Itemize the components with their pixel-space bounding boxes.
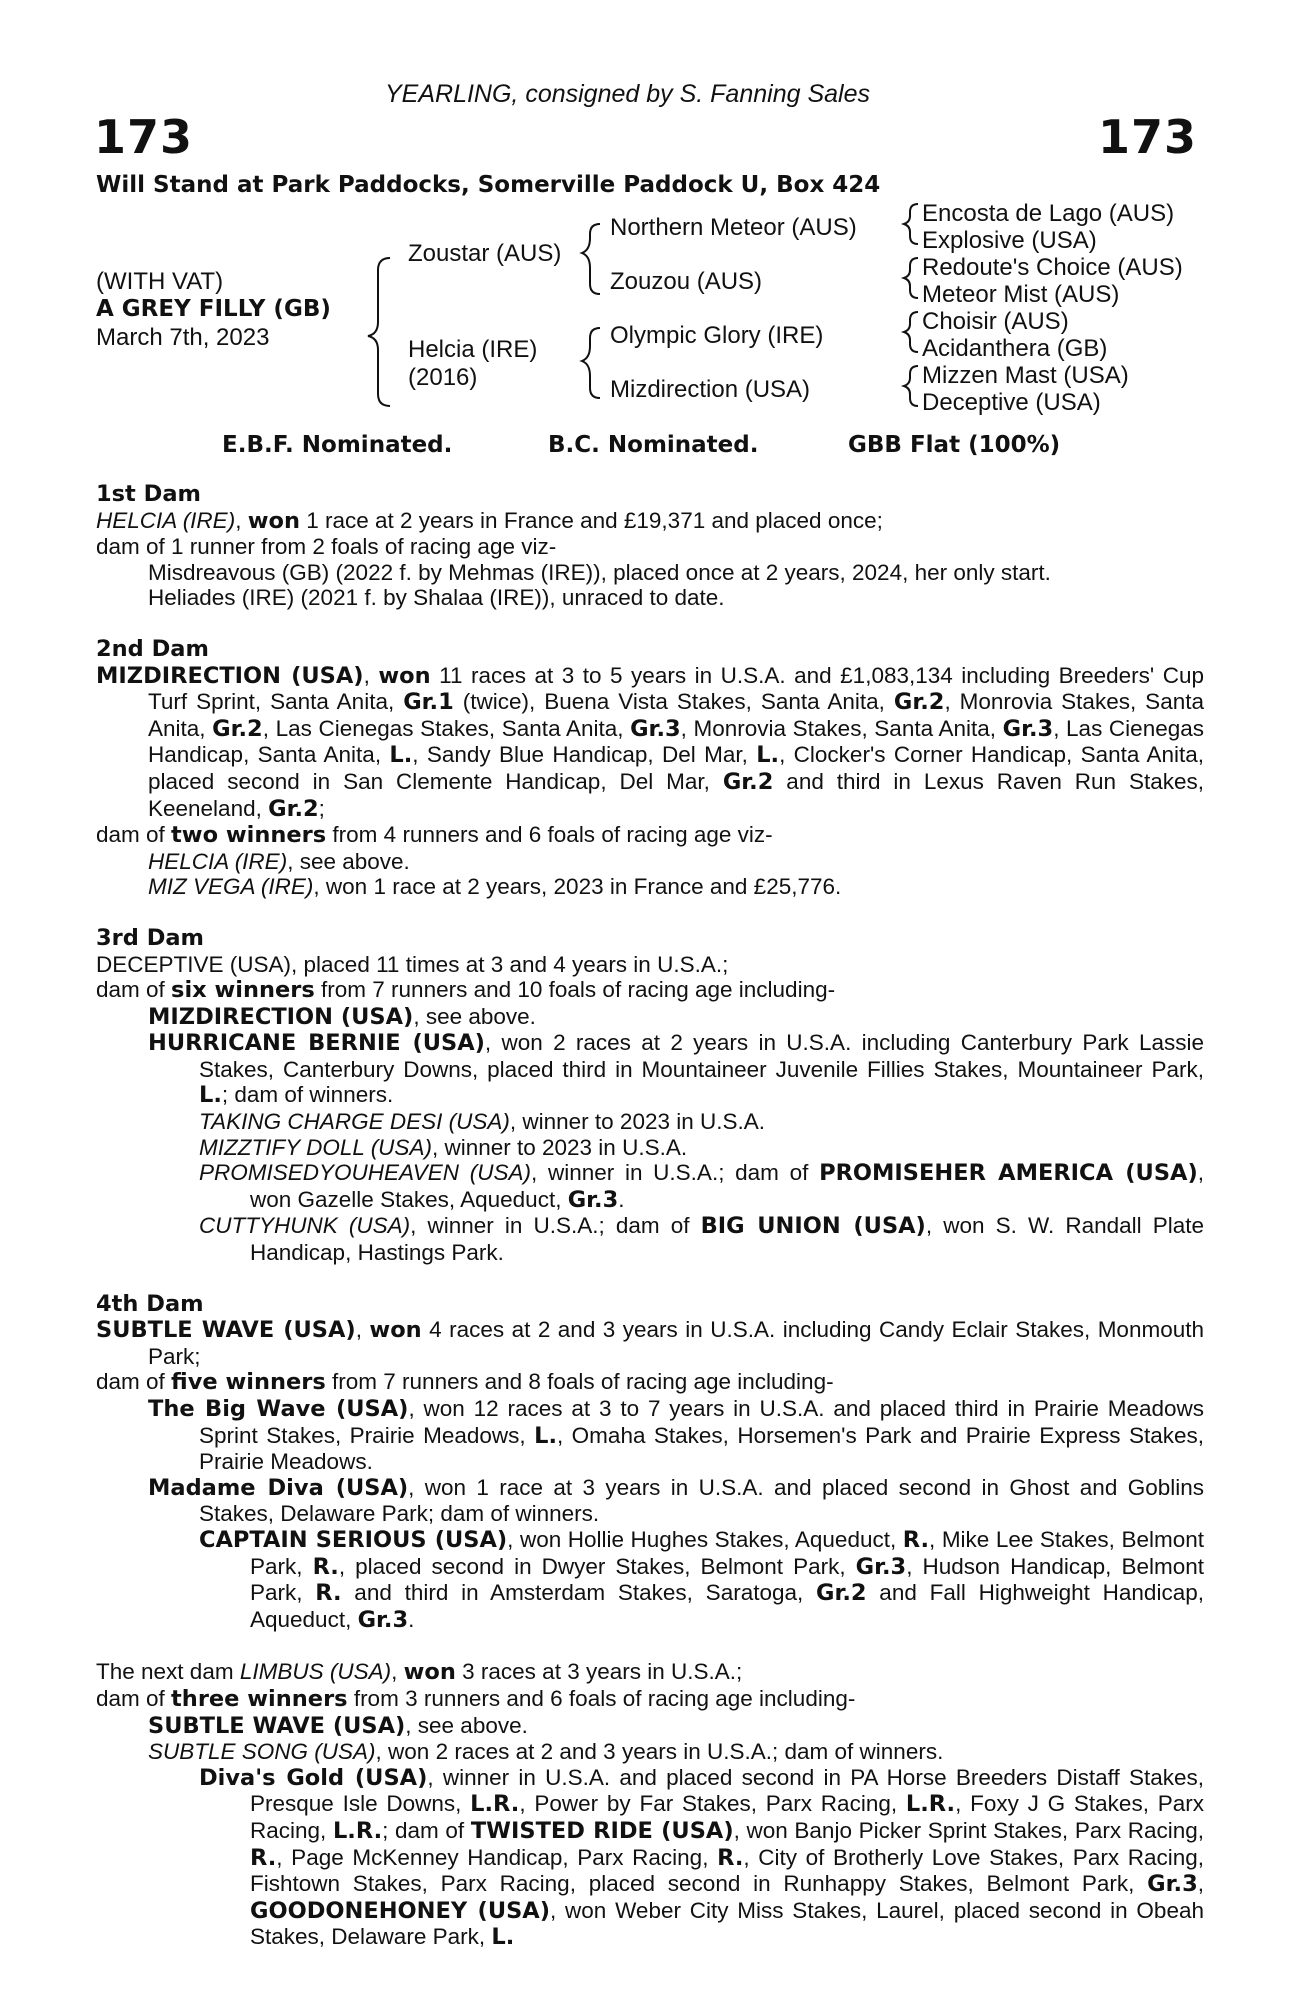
grade: L. bbox=[389, 742, 413, 769]
ssd: Explosive (USA) bbox=[922, 227, 1097, 254]
text: and Fall Highweight Handicap, Aqueduct, bbox=[250, 1580, 1204, 1632]
grandchild-name: MIZZTIFY DOLL (USA) bbox=[199, 1134, 432, 1160]
text: . bbox=[618, 1186, 625, 1212]
text: (twice), Buena Vista Stakes, Santa Anita, bbox=[453, 689, 894, 715]
text: , won Hollie Hughes Stakes, Aqueduct, bbox=[507, 1526, 903, 1552]
grandchild-name: Diva's Gold (USA) bbox=[199, 1764, 428, 1791]
text: , Las Cienegas Stakes, Santa Anita, bbox=[262, 715, 631, 741]
stabling-line: Will Stand at Park Paddocks, Somerville Paddock U, Box 424 bbox=[96, 172, 881, 198]
dss: Choisir (AUS) bbox=[922, 308, 1069, 335]
text: . bbox=[408, 1606, 415, 1632]
text: , bbox=[1197, 1871, 1204, 1897]
fourth-dam-produce bbox=[96, 1369, 1204, 1396]
dam-dam: Mizdirection (USA) bbox=[610, 376, 811, 403]
great-grandchild-name: TWISTED RIDE (USA) bbox=[470, 1817, 734, 1844]
first-dam-record-text: 1 race at 2 years in France and £19,371 and placed once; bbox=[299, 507, 883, 533]
grade: R. bbox=[250, 1844, 277, 1871]
text: from 4 runners and 6 foals of racing age viz- bbox=[326, 822, 773, 848]
dds: Mizzen Mast (USA) bbox=[922, 362, 1129, 389]
third-dam-grandchild-3 bbox=[96, 1160, 1204, 1213]
first-dam-foal-1: Misdreavous (GB) (2022 f. by Mehmas (IRE)), placed once at 2 years, 2024, her only start. bbox=[148, 559, 1051, 585]
fourth-dam-name: SUBTLE WAVE (USA) bbox=[96, 1317, 356, 1344]
grandchild-name: CAPTAIN SERIOUS (USA) bbox=[199, 1526, 508, 1553]
text: , placed second in Dwyer Stakes, Belmont Park, bbox=[338, 1553, 856, 1579]
horse-name: A GREY FILLY (GB) bbox=[96, 296, 331, 322]
third-dam-offspring-2 bbox=[96, 1030, 1204, 1109]
great-grandchild-name: BIG UNION (USA) bbox=[700, 1213, 926, 1240]
fourth-dam-heading: 4th Dam bbox=[96, 1290, 204, 1317]
first-dam-won: won bbox=[247, 507, 300, 534]
text: , won 12 races at 3 to 7 years in U.S.A. and placed third in Prairie Meadows Sprint Stakes, Prairie Meadows, bbox=[199, 1396, 1204, 1448]
great-grandchild-name: PROMISEHER AMERICA (USA) bbox=[819, 1160, 1198, 1187]
text: , Power by Far Stakes, Parx Racing, bbox=[519, 1791, 906, 1817]
text: 4 races at 2 and 3 years in U.S.A. including Candy Eclair Stakes, Monmouth Park; bbox=[148, 1317, 1204, 1369]
sire: Zoustar (AUS) bbox=[408, 240, 562, 267]
grade: Gr.3 bbox=[357, 1606, 409, 1633]
text: , winner in U.S.A.; dam of bbox=[531, 1160, 820, 1186]
text: 11 races at 3 to 5 years in U.S.A. and £1,083,134 including Breeders' Cup Turf Sprint, Santa Anita, bbox=[148, 662, 1204, 715]
text: , see above. bbox=[287, 848, 410, 874]
text: , won 1 race at 3 years in U.S.A. and placed second in Ghost and Goblins Stakes, Delaware Park; dam of winners. bbox=[199, 1474, 1204, 1527]
fourth-dam-offspring-1 bbox=[96, 1396, 1204, 1475]
foal-name: HELCIA (IRE) bbox=[148, 848, 288, 874]
next-dam-offspring-1 bbox=[96, 1713, 1204, 1740]
text: from 3 runners and 6 foals of racing age including- bbox=[347, 1685, 856, 1711]
fourth-dam-record: SUBTLE WAVE (USA), won 4 races at 2 and 3 years in U.S.A. including Candy Eclair Stakes, Monmouth Park; bbox=[96, 1317, 1204, 1369]
third-dam-grandchild-1 bbox=[96, 1109, 1204, 1135]
third-dam-produce bbox=[96, 977, 1204, 1004]
winners-count: three winners bbox=[171, 1685, 348, 1712]
text: , won Banjo Picker Sprint Stakes, Parx Racing, bbox=[733, 1817, 1205, 1843]
grade: L. bbox=[491, 1924, 515, 1951]
fourth-dam-offspring-2 bbox=[96, 1475, 1204, 1527]
second-dam-produce bbox=[96, 822, 1204, 849]
offspring-name: SUBTLE WAVE (USA) bbox=[148, 1712, 406, 1739]
text: , winner in U.S.A. and placed second in PA Horse Breeders Distaff Stakes, Presque Isle Downs, bbox=[250, 1764, 1204, 1817]
text: , won Gazelle Stakes, Aqueduct, bbox=[250, 1160, 1204, 1212]
text: , winner to 2023 in U.S.A. bbox=[509, 1109, 766, 1135]
text: , Hudson Handicap, Belmont Park, bbox=[250, 1553, 1204, 1606]
first-dam-heading: 1st Dam bbox=[96, 481, 201, 507]
first-dam-record: HELCIA (IRE), won 1 race at 2 years in France and £19,371 and placed once; bbox=[96, 507, 883, 534]
won: won bbox=[403, 1659, 456, 1686]
grade: L.R. bbox=[332, 1817, 383, 1844]
text: The next dam bbox=[96, 1659, 240, 1685]
offspring-name: HURRICANE BERNIE (USA) bbox=[148, 1030, 485, 1057]
grade: R. bbox=[717, 1844, 744, 1871]
text: , won 2 races at 2 years in U.S.A. including Canterbury Park Lassie Stakes, Canterbury Downs, placed third in Mountaineer Juvenile Fillies Stakes, Mountaineer Park, bbox=[199, 1030, 1204, 1082]
foal-name: MIZ VEGA (IRE) bbox=[148, 874, 314, 900]
offspring-name: MIZDIRECTION (USA) bbox=[148, 1003, 414, 1030]
next-dam-produce bbox=[96, 1686, 1204, 1713]
third-dam-record: DECEPTIVE (USA), placed 11 times at 3 and 4 years in U.S.A.; bbox=[96, 951, 729, 977]
dam-lines bbox=[96, 482, 1204, 1951]
sdd: Meteor Mist (AUS) bbox=[922, 281, 1120, 308]
next-dam-offspring-2 bbox=[96, 1739, 1204, 1765]
grandchild-name: TAKING CHARGE DESI (USA) bbox=[199, 1109, 510, 1135]
grade: Gr.1 bbox=[403, 689, 454, 716]
grade: Gr.3 bbox=[630, 715, 681, 742]
great-grandchild-name: GOODONEHONEY (USA) bbox=[250, 1897, 550, 1924]
grade: Gr.3 bbox=[1147, 1871, 1198, 1898]
text: dam of bbox=[96, 1685, 172, 1711]
text: ; dam of winners. bbox=[221, 1082, 394, 1108]
vat-note: (WITH VAT) bbox=[96, 268, 224, 295]
text: , see above. bbox=[405, 1712, 528, 1738]
grade: Gr.2 bbox=[722, 768, 774, 795]
text: dam of bbox=[96, 977, 172, 1003]
second-dam-name: MIZDIRECTION (USA) bbox=[96, 662, 364, 689]
text: , Foxy J G Stakes, Parx Racing, bbox=[250, 1791, 1204, 1843]
gbb-status: GBB Flat (100%) bbox=[848, 432, 1061, 458]
grade: R. bbox=[315, 1580, 342, 1607]
won: won bbox=[369, 1317, 422, 1344]
grandchild-name: PROMISEDYOUHEAVEN (USA) bbox=[199, 1160, 532, 1186]
winners-count: two winners bbox=[171, 822, 327, 849]
text: , won 1 race at 2 years, 2023 in France and £25,776. bbox=[313, 874, 842, 900]
text: dam of bbox=[96, 822, 172, 848]
foaling-date: March 7th, 2023 bbox=[96, 324, 270, 351]
text: ; dam of bbox=[382, 1817, 471, 1843]
dsd: Acidanthera (GB) bbox=[922, 335, 1108, 362]
grade: R. bbox=[902, 1526, 930, 1553]
grade: L. bbox=[756, 742, 780, 769]
text: , Mike Lee Stakes, Belmont Park, bbox=[250, 1526, 1204, 1579]
text: , Omaha Stakes, Horsemen's Park and Prairie Express Stakes, Prairie Meadows. bbox=[199, 1422, 1204, 1475]
sds: Redoute's Choice (AUS) bbox=[922, 254, 1183, 281]
grade: Gr.2 bbox=[212, 715, 263, 742]
text: , winner to 2023 in U.S.A. bbox=[431, 1134, 688, 1160]
lot-number-left: 173 bbox=[94, 110, 194, 164]
grade: L.R. bbox=[470, 1791, 520, 1818]
third-dam-offspring-1 bbox=[96, 1004, 1204, 1031]
winners-count: five winners bbox=[171, 1369, 326, 1396]
text: 3 races at 3 years in U.S.A.; bbox=[455, 1659, 743, 1685]
text: , bbox=[391, 1659, 404, 1685]
second-dam-foal-2 bbox=[96, 874, 1204, 900]
text: , City of Brotherly Love Stakes, Parx Racing, Fishtown Stakes, Parx Racing, placed second in Runhappy Stakes, Belmont Park, bbox=[250, 1844, 1204, 1897]
next-dam-grandchild-1 bbox=[96, 1765, 1204, 1951]
text: , Sandy Blue Handicap, Del Mar, bbox=[412, 742, 757, 768]
grade: Gr.2 bbox=[816, 1580, 867, 1607]
text: from 7 runners and 10 foals of racing age including- bbox=[314, 977, 836, 1003]
text: , Las Cienegas Handicap, Santa Anita, bbox=[148, 715, 1204, 768]
sss: Encosta de Lago (AUS) bbox=[922, 200, 1175, 227]
ddd: Deceptive (USA) bbox=[922, 389, 1101, 416]
text: , won 2 races at 2 and 3 years in U.S.A.; dam of winners. bbox=[375, 1739, 944, 1765]
fourth-dam-grandchild-1 bbox=[96, 1527, 1204, 1633]
offspring-name: Madame Diva (USA) bbox=[148, 1474, 409, 1501]
grade: L.R. bbox=[905, 1791, 956, 1818]
text: , Monrovia Stakes, Santa Anita, bbox=[680, 715, 1003, 741]
text: dam of bbox=[96, 1369, 172, 1395]
sire-dam: Zouzou (AUS) bbox=[610, 268, 763, 295]
next-dam-name: LIMBUS (USA) bbox=[239, 1659, 392, 1685]
dam: Helcia (IRE) bbox=[408, 336, 538, 363]
second-dam-record: MIZDIRECTION (USA), won 11 races at 3 to 5 years in U.S.A. and £1,083,134 including Breeders' Cup Turf Sprint, Santa Anita, Gr.1 (twice), Buena Vista Stakes, Santa Anita, Gr.2, Monrovia Stakes, Santa Anita, Gr.2, Las Cienegas Stakes, Santa Anita, Gr.3, Monrovia Stakes, Santa Anita, Gr.3, Las Cienegas Handicap, Santa Anita, L., Sandy Blue Handicap, Del Mar, L., Clocker's Corner Handicap, Santa Anita, placed second in San Clemente Handicap, Del Mar, Gr.2 and third in Lexus Raven Run Stakes, Keeneland, Gr.2; bbox=[96, 662, 1204, 822]
text: , winner in U.S.A.; dam of bbox=[410, 1213, 701, 1239]
lot-number-right: 173 bbox=[1098, 110, 1198, 164]
grade: L. bbox=[534, 1422, 557, 1449]
dam-year: (2016) bbox=[408, 364, 478, 391]
text: and third in Lexus Raven Run Stakes, Keeneland, bbox=[148, 768, 1204, 821]
offspring-name: SUBTLE SONG (USA) bbox=[148, 1739, 376, 1765]
second-dam-won: won bbox=[378, 662, 431, 689]
text: ; bbox=[318, 795, 325, 821]
text: from 7 runners and 8 foals of racing age including- bbox=[325, 1369, 834, 1395]
second-dam-foal-1 bbox=[96, 849, 1204, 875]
offspring-name: The Big Wave (USA) bbox=[148, 1396, 409, 1422]
third-dam-grandchild-4 bbox=[96, 1213, 1204, 1265]
consignment-line: YEARLING, consigned by S. Fanning Sales bbox=[385, 80, 870, 108]
text: , Clocker's Corner Handicap, Santa Anita, placed second in San Clemente Handicap, Del Mar, bbox=[148, 742, 1204, 794]
grade: Gr.2 bbox=[893, 689, 945, 716]
text: , Monrovia Stakes, Santa Anita, bbox=[148, 689, 1204, 741]
grade: R. bbox=[312, 1553, 339, 1580]
grade: L. bbox=[199, 1082, 222, 1109]
first-dam-produce: dam of 1 runner from 2 foals of racing age viz- bbox=[96, 534, 557, 560]
grade: Gr.3 bbox=[1002, 715, 1054, 742]
third-dam-heading: 3rd Dam bbox=[96, 924, 204, 951]
first-dam-foal-2: Heliades (IRE) (2021 f. by Shalaa (IRE)), unraced to date. bbox=[148, 585, 725, 611]
second-dam-heading: 2nd Dam bbox=[96, 635, 209, 662]
grade: Gr.3 bbox=[855, 1553, 907, 1580]
text: and third in Amsterdam Stakes, Saratoga, bbox=[341, 1580, 816, 1606]
grandchild-name: CUTTYHUNK (USA) bbox=[199, 1213, 411, 1239]
first-dam-name: HELCIA (IRE) bbox=[96, 507, 236, 533]
text: , see above. bbox=[413, 1003, 536, 1029]
dam-sire: Olympic Glory (IRE) bbox=[610, 322, 824, 349]
ebf-nomination: E.B.F. Nominated. bbox=[222, 432, 453, 458]
bc-nomination: B.C. Nominated. bbox=[548, 432, 759, 458]
grade: Gr.2 bbox=[268, 795, 319, 822]
text: , won Weber City Miss Stakes, Laurel, placed second in Obeah Stakes, Delaware Park, bbox=[250, 1897, 1204, 1950]
next-dam-record bbox=[96, 1659, 1204, 1686]
grade: Gr.3 bbox=[567, 1186, 619, 1213]
sire-sire: Northern Meteor (AUS) bbox=[610, 214, 857, 241]
text: , won S. W. Randall Plate Handicap, Hastings Park. bbox=[250, 1213, 1205, 1266]
third-dam-grandchild-2 bbox=[96, 1135, 1204, 1161]
text: , Page McKenney Handicap, Parx Racing, bbox=[276, 1844, 718, 1870]
winners-count: six winners bbox=[171, 977, 315, 1004]
